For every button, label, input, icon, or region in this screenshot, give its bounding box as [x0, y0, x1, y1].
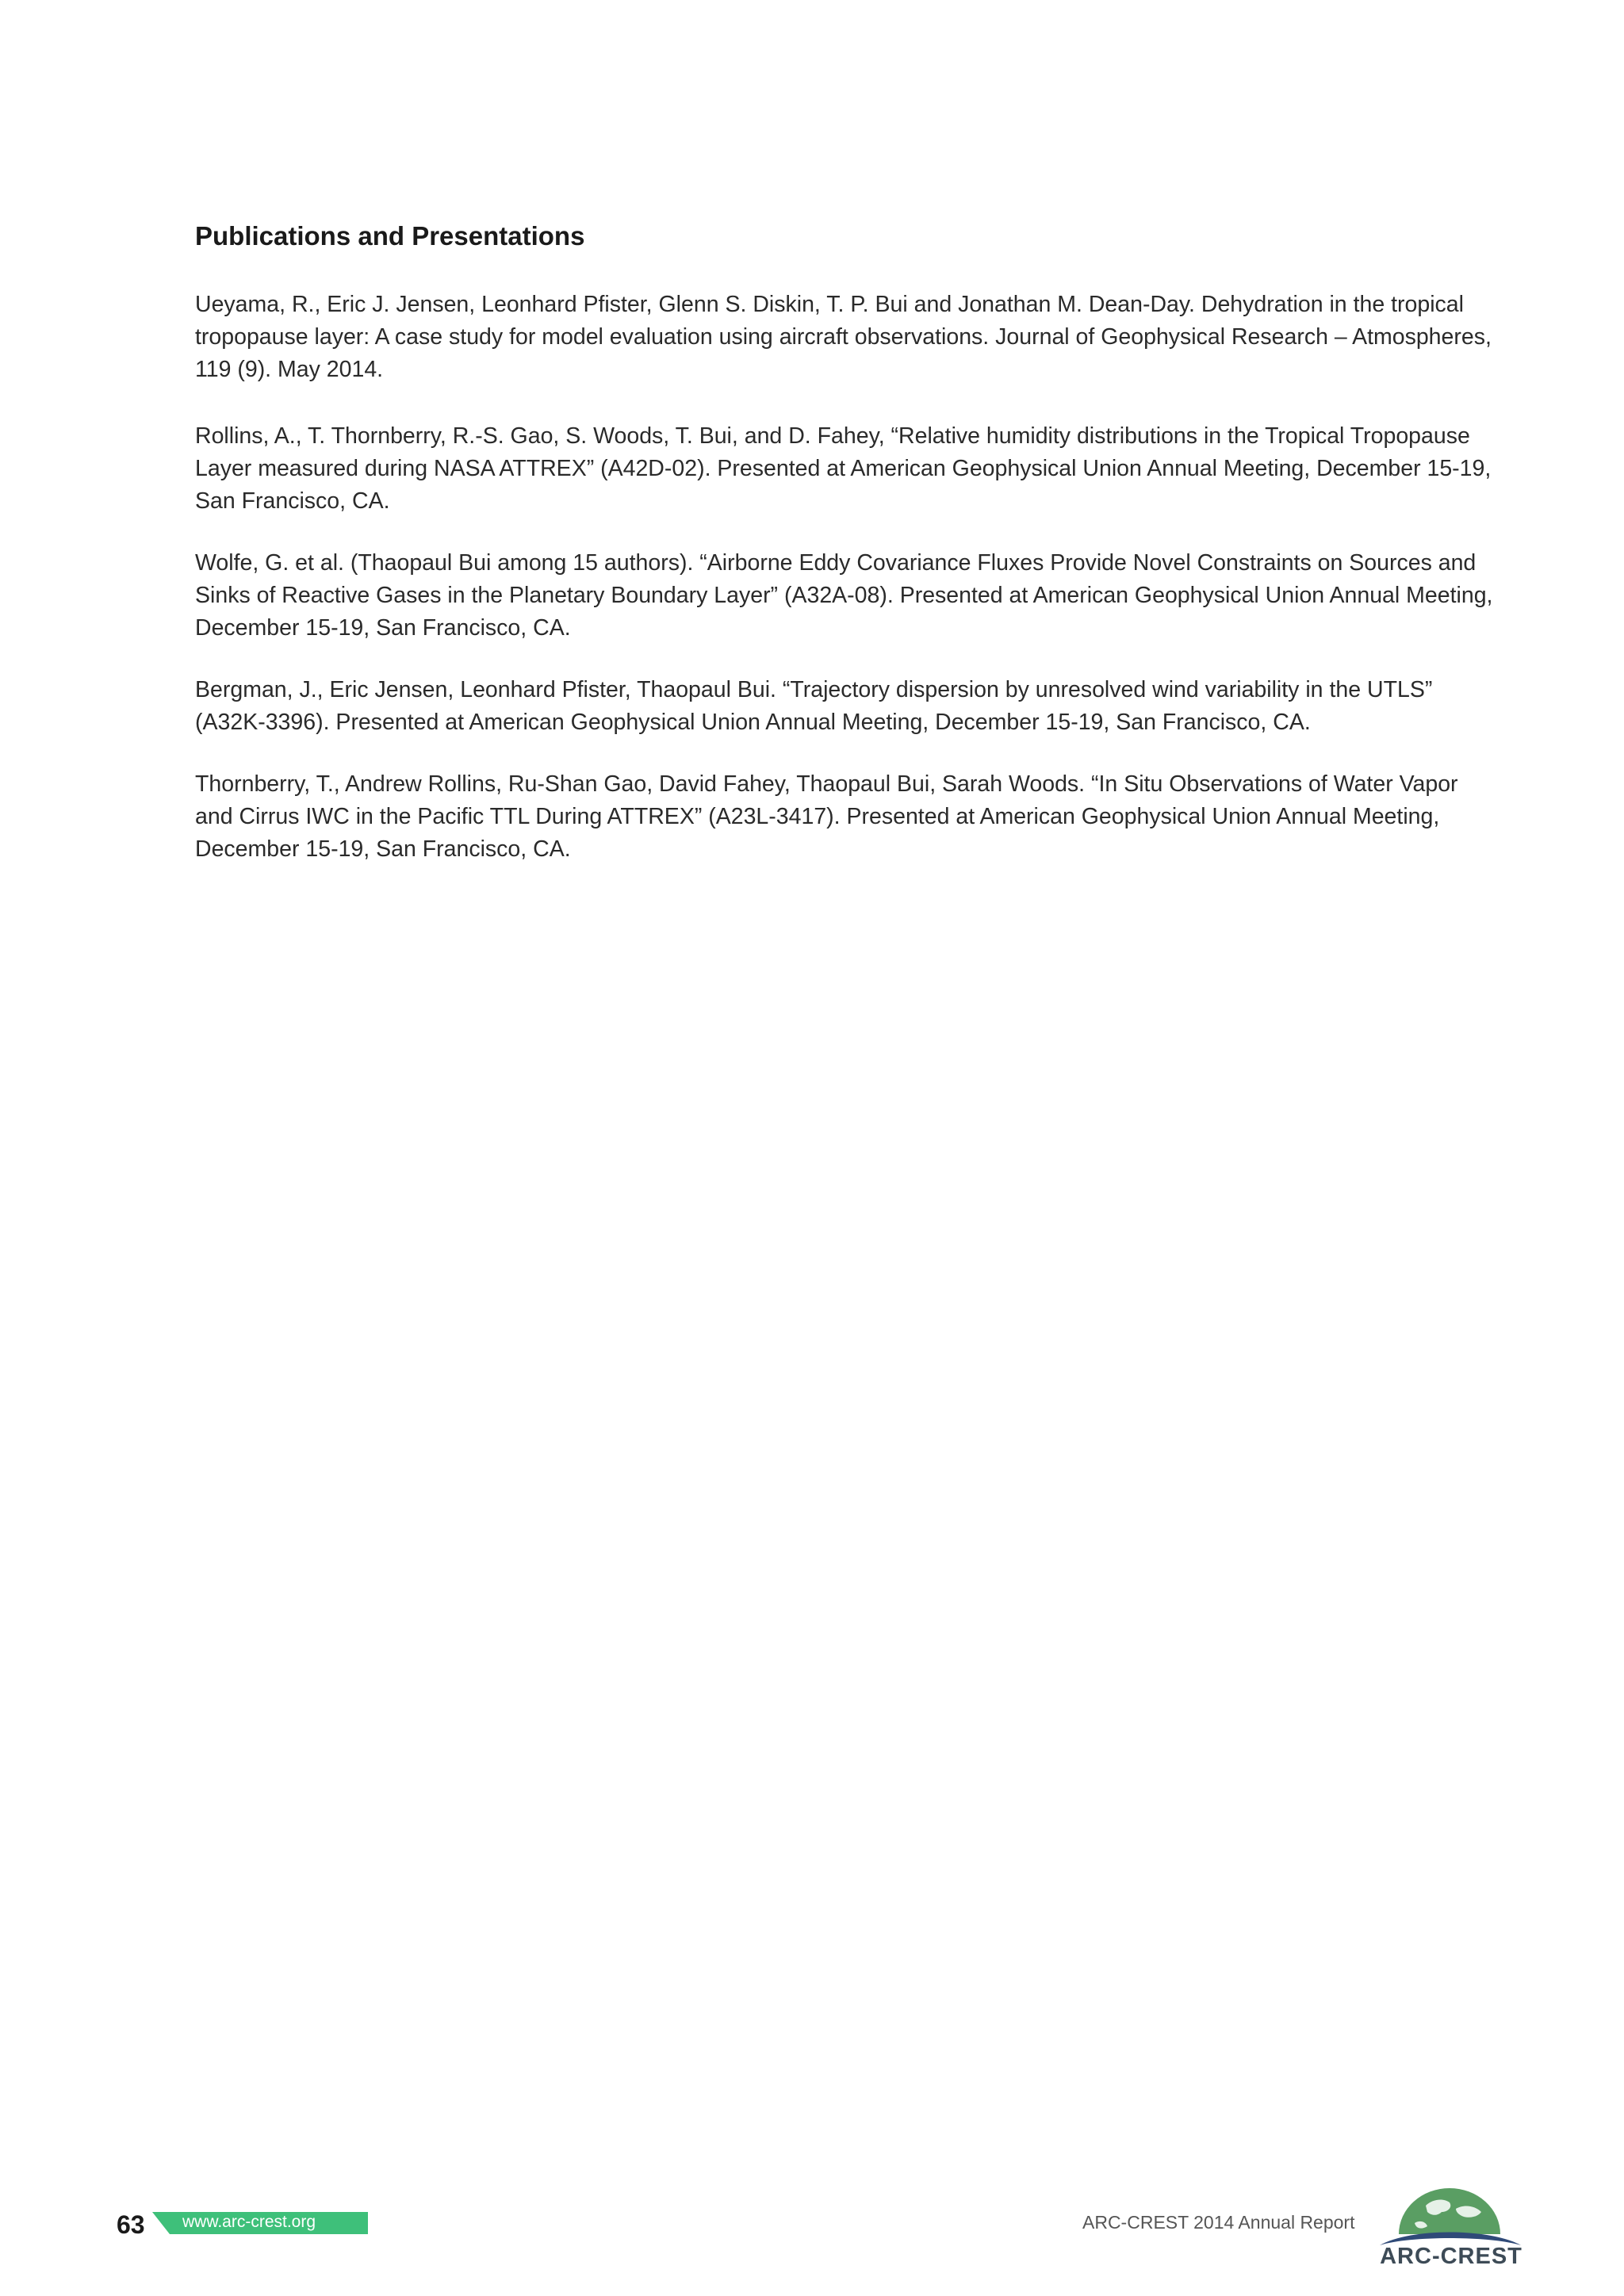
- reference-bergman: Bergman, J., Eric Jensen, Leonhard Pfister, Thaopaul Bui. “Trajectory dispersion by unresolved wind variability in the UTLS” (A32K-3396). Presented at American Geophysical Union Annual Meeting, December 15-19, San Francisco, CA.: [195, 676, 1433, 735]
- reference-ueyama-2014: Ueyama, R., Eric J. Jensen, Leonhard Pfister, Glenn S. Diskin, T. P. Bui and Jonathan M. Dean-Day. Dehydration in the tropical tropopause layer: A case study for model evaluation using aircraft observations. Journal of Geophysical Research – Atmospheres, 119 (9). May 2014.: [195, 291, 1492, 382]
- logo-wordmark: ARC-CREST: [1380, 2244, 1522, 2269]
- reference-wolfe: Wolfe, G. et al. (Thaopaul Bui among 15 authors). “Airborne Eddy Covariance Fluxes Provide Novel Constraints on Sources and Sinks of Reactive Gases in the Planetary Boundary Layer” (A32A-08). Presented at American Geophysical Union Annual Meeting, December 15-19, San Francisco, CA.: [195, 549, 1493, 641]
- main-content: [195, 220, 1496, 895]
- reference-thornberry: Thornberry, T., Andrew Rollins, Ru-Shan Gao, David Fahey, Thaopaul Bui, Sarah Woods. “In Situ Observations of Water Vapor and Cirrus IWC in the Pacific TTL During ATTREX” (A23L-3417). Presented at American Geophysical Union Annual Meeting, December 15-19, San Francisco, CA.: [195, 771, 1458, 862]
- reference-rollins: Rollins, A., T. Thornberry, R.-S. Gao, S. Woods, T. Bui, and D. Fahey, “Relative humidity distributions in the Tropical Tropopause Layer measured during NASA ATTREX” (A42D-02). Presented at American Geophysical Union Annual Meeting, December 15-19, San Francisco, CA.: [195, 423, 1492, 514]
- section-title: Publications and Presentations: [195, 221, 585, 251]
- globe-dome: [1399, 2188, 1500, 2234]
- page-footer: [0, 2188, 1624, 2296]
- page-number: 63: [117, 2210, 145, 2239]
- website-link[interactable]: www.arc-crest.org: [182, 2213, 316, 2231]
- report-title: ARC-CREST 2014 Annual Report: [1082, 2212, 1355, 2233]
